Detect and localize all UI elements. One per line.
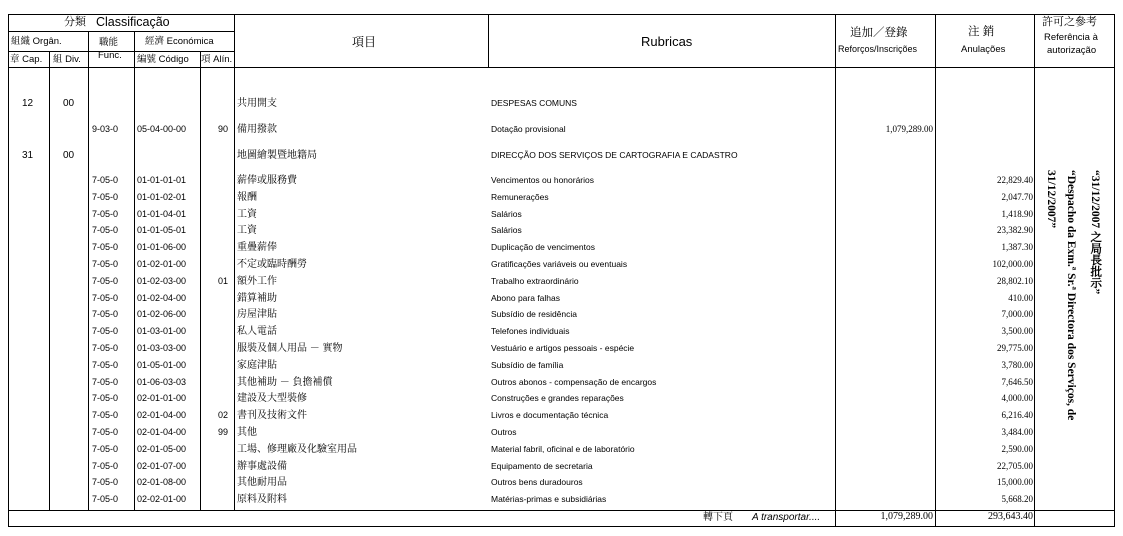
anulacao-cell: 5,668.20: [1001, 494, 1033, 505]
table-row: [0, 340, 1123, 357]
table-row: [0, 290, 1123, 307]
header-items: 項目: [352, 35, 377, 49]
header-alin: 項 Alín.: [201, 54, 233, 65]
codigo-cell: 01-02-04-00: [137, 292, 187, 303]
anulacao-cell: 6,216.40: [1001, 410, 1033, 421]
codigo-cell: 01-02-03-00: [137, 275, 187, 286]
rubrica-cell: Dotação provisional: [491, 124, 566, 134]
table-row: [0, 357, 1123, 374]
codigo-cell: 01-01-02-01: [137, 191, 187, 202]
item-zh-cell: 額外工作: [237, 275, 277, 287]
anulacao-cell: 2,047.70: [1001, 191, 1033, 202]
table-row: [0, 239, 1123, 256]
table-row: [0, 306, 1123, 323]
alin-cell: 90: [218, 124, 229, 134]
rubrica-cell: Gratificações variáveis ou eventuais: [491, 259, 628, 269]
rubrica-cell: Subsídio de família: [491, 359, 564, 370]
table-row: [0, 474, 1123, 491]
cap-cell: 12: [22, 98, 34, 109]
rubrica-cell: Construções e grandes reparações: [491, 393, 624, 404]
top-border: [8, 14, 1115, 15]
codigo-cell: 02-01-07-00: [137, 460, 187, 471]
item-zh-cell: 書刊及技術文件: [237, 410, 307, 422]
rubrica-cell: Remunerações: [491, 191, 549, 202]
table-row: [0, 222, 1123, 239]
anulacao-cell: 22,829.40: [997, 175, 1033, 185]
codigo-cell: 02-01-01-00: [137, 393, 187, 404]
func-cell: 7-05-0: [92, 191, 119, 202]
table-row: [0, 491, 1123, 508]
codigo-cell: 01-01-04-01: [137, 208, 187, 219]
header-classificacao: Classificação: [96, 15, 170, 29]
header-anulacoes-zh: 注 銷: [968, 26, 995, 38]
table-row: [0, 424, 1123, 441]
header-cap: 章 Cap.: [10, 54, 43, 65]
rubrica-cell: Subsídio de residência: [491, 309, 578, 320]
table-row: [0, 374, 1123, 391]
table-row: [0, 206, 1123, 223]
anulacao-cell: 1,418.90: [1001, 208, 1033, 219]
codigo-cell: 02-01-08-00: [137, 477, 187, 488]
codigo-cell: 01-01-01-01: [137, 175, 187, 185]
footer-bottom-border: [8, 526, 1115, 527]
item-zh-cell: 原料及附料: [237, 494, 287, 506]
header-bottom-border: [8, 67, 1115, 68]
header-func: Func.: [98, 50, 122, 61]
item-zh-cell: 私人電話: [237, 326, 277, 338]
table-row: [0, 256, 1123, 273]
codigo-cell: 01-05-01-00: [137, 359, 187, 370]
table-row: [0, 441, 1123, 458]
item-zh-cell: 備用撥款: [237, 124, 277, 135]
anulacao-cell: 3,780.00: [1001, 359, 1033, 370]
func-cell: 7-05-0: [92, 175, 119, 185]
table-row: [0, 95, 1123, 112]
func-cell: 7-05-0: [92, 292, 119, 303]
anulacao-cell: 102,000.00: [992, 259, 1033, 269]
cap-cell: 31: [22, 150, 34, 161]
rubrica-cell: Salários: [491, 225, 522, 236]
authorization-line-3: 31/12/2007”: [1045, 170, 1058, 229]
item-zh-cell: 工場、修理廠及化驗室用品: [237, 443, 357, 455]
codigo-cell: 01-06-03-03: [137, 376, 187, 387]
rubrica-cell: Salários: [491, 208, 522, 219]
item-zh-cell: 其他耐用品: [237, 477, 287, 489]
header-referencia-1: Referência à: [1044, 32, 1098, 43]
anulacao-cell: 7,646.50: [1001, 376, 1033, 387]
rubrica-cell: DIRECÇÃO DOS SERVIÇOS DE CARTOGRAFIA E CADASTRO: [491, 150, 738, 160]
func-cell: 7-05-0: [92, 208, 119, 219]
table-row: [0, 458, 1123, 475]
anulacao-cell: 22,705.00: [997, 460, 1033, 471]
codigo-cell: 01-01-05-01: [137, 225, 187, 236]
rubrica-cell: Vestuário e artigos pessoais - espécie: [491, 343, 635, 353]
anulacao-cell: 7,000.00: [1001, 309, 1033, 320]
rubrica-cell: DESPESAS COMUNS: [491, 98, 577, 108]
func-cell: 7-05-0: [92, 343, 119, 353]
authorization-line-1: “31/12/2007 之局長批示”: [1089, 170, 1102, 295]
rubrica-cell: Outros abonos - compensação de encargos: [491, 376, 657, 387]
rubrica-cell: Material fabril, oficinal e de laboratório: [491, 443, 635, 454]
table-row: [0, 323, 1123, 340]
func-cell: 9-03-0: [92, 124, 119, 134]
item-zh-cell: 重疊薪俸: [237, 242, 277, 254]
item-zh-cell: 薪俸或服務費: [237, 175, 297, 186]
codigo-cell: 01-03-03-00: [137, 343, 187, 353]
item-zh-cell: 其他: [237, 427, 257, 438]
codigo-cell: 05-04-00-00: [137, 124, 187, 134]
func-cell: 7-05-0: [92, 410, 119, 421]
header-div: 組 Div.: [53, 54, 81, 65]
func-cell: 7-05-0: [92, 376, 119, 387]
header-economica: 經濟 Económica: [145, 36, 214, 47]
rubrica-cell: Outros bens duradouros: [491, 477, 583, 488]
codigo-cell: 01-01-06-00: [137, 242, 187, 253]
item-zh-cell: 房屋津貼: [237, 309, 277, 321]
anulacao-cell: 15,000.00: [997, 477, 1033, 488]
func-cell: 7-05-0: [92, 225, 119, 236]
rubrica-cell: Matérias-primas e subsidiárias: [491, 494, 607, 505]
header-codigo: 編號 Código: [137, 54, 189, 65]
total-anulacoes: 293,643.40: [988, 511, 1033, 522]
anulacao-cell: 1,387.30: [1001, 242, 1033, 253]
rubrica-cell: Abono para falhas: [491, 292, 560, 303]
header-classificacao-zh: 分類: [64, 16, 86, 28]
rubrica-cell: Outros: [491, 427, 517, 437]
table-row: [0, 407, 1123, 424]
rubrica-cell: Trabalho extraordinário: [491, 275, 579, 286]
func-cell: 7-05-0: [92, 309, 119, 320]
item-zh-cell: 其他補助 － 負擔補償: [237, 376, 333, 388]
transport-label-zh: 轉下頁: [703, 512, 733, 523]
total-reforcos: 1,079,289.00: [880, 511, 933, 522]
func-cell: 7-05-0: [92, 242, 119, 253]
header-funcional: 職能: [99, 37, 119, 48]
anulacao-cell: 29,775.00: [997, 343, 1033, 353]
item-zh-cell: 錯算補助: [237, 292, 277, 304]
rubrica-cell: Equipamento de secretaria: [491, 460, 593, 471]
item-zh-cell: 工資: [237, 225, 257, 237]
codigo-cell: 01-02-06-00: [137, 309, 187, 320]
codigo-cell: 02-01-04-00: [137, 427, 187, 437]
div-cell: 00: [63, 98, 75, 109]
header-rubricas: Rubricas: [641, 34, 693, 49]
header-rule-1: [8, 31, 234, 32]
func-cell: 7-05-0: [92, 275, 119, 286]
alin-cell: 99: [218, 427, 229, 437]
div-cell: 00: [63, 150, 75, 161]
anulacao-cell: 3,500.00: [1001, 326, 1033, 337]
item-zh-cell: 辦事處設備: [237, 460, 287, 472]
item-zh-cell: 家庭津貼: [237, 359, 277, 371]
func-cell: 7-05-0: [92, 443, 119, 454]
authorization-note: [1042, 170, 1114, 460]
anulacao-cell: 4,000.00: [1001, 393, 1033, 404]
transport-label: A transportar....: [752, 512, 821, 523]
anulacao-cell: 23,382.90: [997, 225, 1033, 236]
codigo-cell: 02-01-04-00: [137, 410, 187, 421]
header-referencia-2: autorização: [1047, 45, 1097, 56]
anulacao-cell: 28,802.10: [997, 275, 1033, 286]
header-reforcos: Reforços/Inscrições: [838, 44, 918, 54]
table-row: [0, 147, 1123, 164]
col-sep-items: [488, 14, 489, 67]
anulacao-cell: 2,590.00: [1001, 443, 1033, 454]
table-bottom-rule: [8, 510, 1115, 511]
table-row: [0, 172, 1123, 189]
item-zh-cell: 報酬: [237, 191, 257, 203]
alin-cell: 02: [218, 410, 229, 421]
table-row: [0, 273, 1123, 290]
func-cell: 7-05-0: [92, 460, 119, 471]
codigo-cell: 01-02-01-00: [137, 259, 187, 269]
table-row: [0, 189, 1123, 206]
item-zh-cell: 服裝及個人用品 － 實物: [237, 343, 343, 354]
item-zh-cell: 共用開支: [237, 98, 277, 109]
codigo-cell: 02-01-05-00: [137, 443, 187, 454]
item-zh-cell: 工資: [237, 208, 257, 220]
header-organica: 組織 Orgân.: [11, 36, 62, 47]
header-reforcos-zh: 追加／登錄: [850, 27, 908, 39]
codigo-cell: 01-03-01-00: [137, 326, 187, 337]
alin-cell: 01: [218, 275, 229, 286]
codigo-cell: 02-02-01-00: [137, 494, 187, 505]
func-cell: 7-05-0: [92, 393, 119, 404]
item-zh-cell: 建設及大型裝修: [237, 393, 307, 405]
func-cell: 7-05-0: [92, 427, 119, 437]
func-cell: 7-05-0: [92, 359, 119, 370]
rubrica-cell: Telefones individuais: [491, 326, 570, 337]
func-cell: 7-05-0: [92, 326, 119, 337]
anulacao-cell: 3,484.00: [1001, 427, 1033, 437]
func-cell: 7-05-0: [92, 477, 119, 488]
reforco-cell: 1,079,289.00: [885, 124, 933, 134]
authorization-line-2: “Despacho da Exm.ª Sr.ª Directora dos Serviços, de: [1065, 170, 1078, 421]
header-referencia-zh: 許可之參考: [1042, 16, 1097, 28]
table-row: [0, 121, 1123, 138]
anulacao-cell: 410.00: [1008, 292, 1033, 303]
rubrica-cell: Livros e documentação técnica: [491, 410, 609, 421]
header-anulacoes: Anulações: [961, 44, 1006, 55]
item-zh-cell: 不定或臨時酬勞: [237, 259, 307, 270]
table-row: [0, 390, 1123, 407]
item-zh-cell: 地圖繪製暨地籍局: [237, 150, 317, 161]
rubrica-cell: Duplicação de vencimentos: [491, 242, 595, 253]
rubrica-cell: Vencimentos ou honorários: [491, 175, 595, 185]
func-cell: 7-05-0: [92, 259, 119, 269]
func-cell: 7-05-0: [92, 494, 119, 505]
